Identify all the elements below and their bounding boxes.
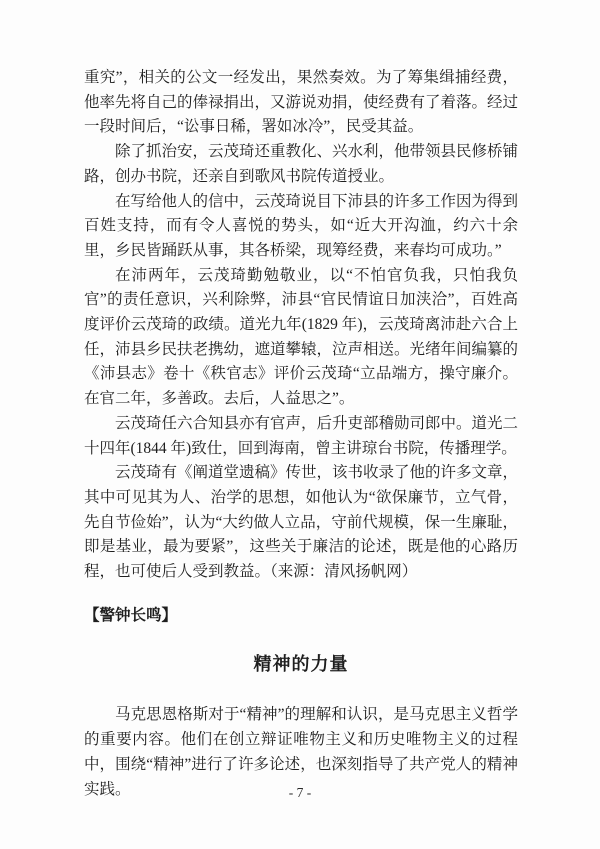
article-title: 精神的力量	[253, 654, 349, 675]
body-paragraph: 在沛两年，云茂琦勤勉敬业，以“不怕官负我，只怕我负官”的责任意识，兴利除弊，沛县“官民情谊日加浃洽”，百姓高度评价云茂琦的政绩。道光九年(1829 年)，云茂琦离沛赴六合上任，沛县乡民扶老携幼，遮道攀辕，泣声相送。光绪年间编纂的《沛县志》卷十《秩官志》评价云茂琦“立品端方，操守廉介。在官二年，多善政。去后，人益思之”。	[84, 266, 519, 408]
body-paragraph: 云茂琦有《阐道堂遗稿》传世，该书收录了他的许多文章，其中可见其为人、治学的思想，如他认为“欲保廉节，立气骨，先自节俭始”，认为“大约做人立品，守前代规模，保一生廉耻，即是基业，最为要紧”，这些关于廉洁的论述，既是他的心路历程，也可使后人受到教益。（来源：清风扬帆网）	[84, 464, 519, 581]
body-paragraph: 在写给他人的信中，云茂琦说目下沛县的许多工作因为得到百姓支持，而有令人喜悦的势头，如“近大开沟洫，约六十余里，乡民皆踊跃从事，其各桥梁，现筹经费，来春均可成功。”	[84, 192, 519, 259]
body-paragraph-continued: 重究”，相关的公文一经发出，果然奏效。为了筹集缉捕经费，他率先将自己的俸禄捐出，又游说劝捐，使经费有了着落。经过一段时间后，“讼事日稀，署如冰冷”，民受其益。	[84, 69, 519, 136]
page-number: - 7 -	[288, 785, 312, 800]
body-paragraph: 马克思恩格斯对于“精神”的理解和认识，是马克思主义哲学的重要内容。他们在创立辩证唯物主义和历史唯物主义的过程中，围绕“精神”进行了许多论述，也深刻指导了共产党人的精神实践。	[84, 706, 518, 798]
page-body	[84, 66, 518, 802]
body-paragraph: 除了抓治安，云茂琦还重教化、兴水利，他带领县民修桥铺路，创办书院，还亲自到歌风书院传道授业。	[84, 143, 519, 185]
section-marker: 【警钟长鸣】	[84, 606, 178, 624]
body-paragraph: 云茂琦任六合知县亦有官声，后升吏部稽勋司郎中。道光二十四年(1844 年)致仕，回到海南，曾主讲琼台书院，传播理学。	[84, 414, 519, 457]
